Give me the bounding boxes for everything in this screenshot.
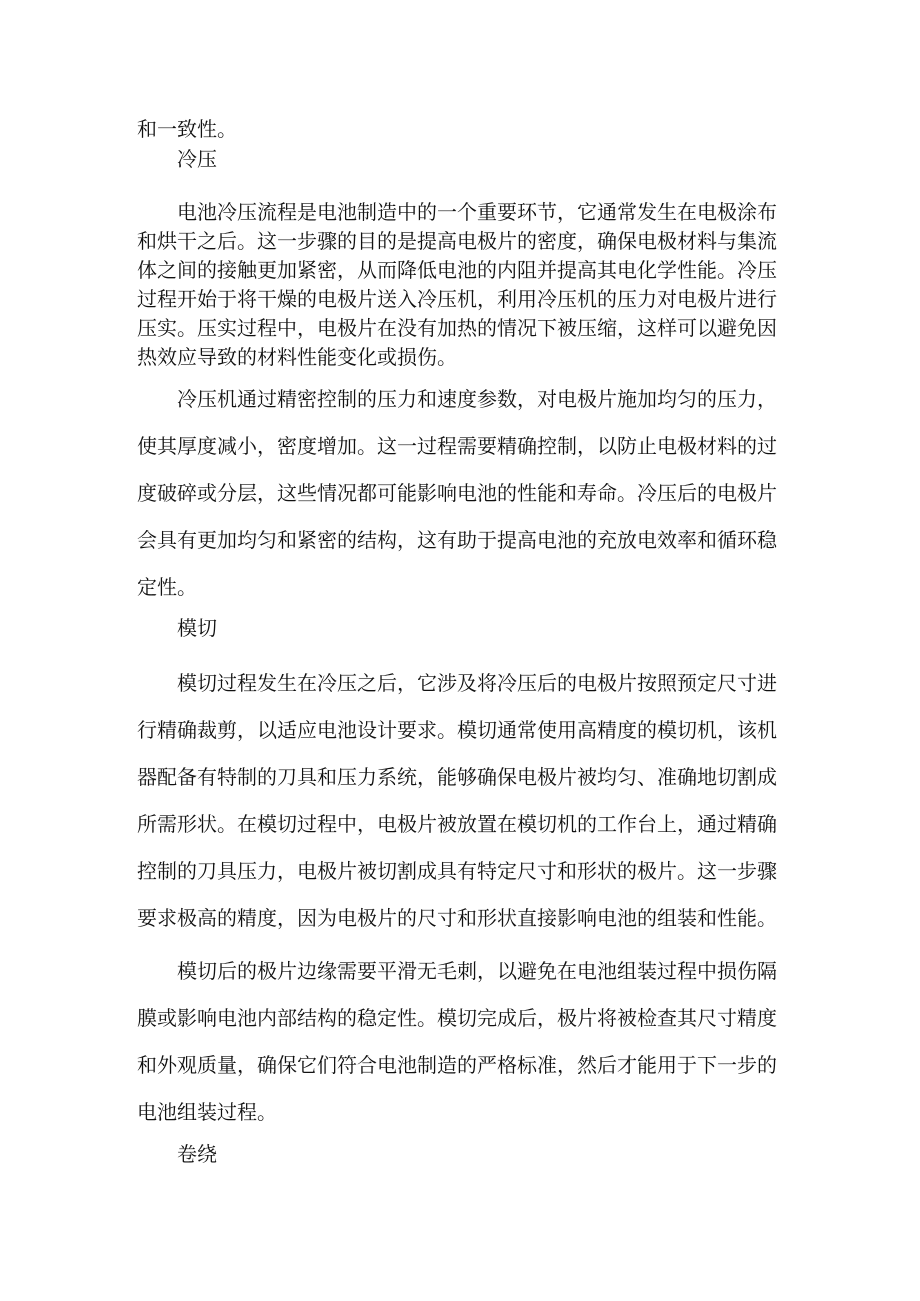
- paragraph-die-cut-2: 模切后的极片边缘需要平滑无毛刺，以避免在电池组装过程中损伤隔膜或影响电池内部结构的稳定性。模切完成后，极片将被检查其尺寸精度和外观质量，确保它们符合电池制造的严格标准，然后才能用于下一步的电池组装过程。: [137, 959, 777, 1124]
- continuation-text: 和一致性。: [137, 117, 237, 141]
- section-heading-die-cut: 模切: [177, 616, 217, 640]
- section-heading-cold-press: 冷压: [177, 147, 217, 171]
- section-heading-winding: 卷绕: [177, 1142, 217, 1166]
- paragraph-cold-press-1: 电池冷压流程是电池制造中的一个重要环节，它通常发生在电极涂布和烘干之后。这一步骤的目的是提高电极片的密度，确保电极材料与集流体之间的接触更加紧密，从而降低电池的内阻并提高其电化学性能。冷压过程开始于将干燥的电极片送入冷压机，利用冷压机的压力对电极片进行压实。压实过程中，电极片在没有加热的情况下被压缩，这样可以避免因热效应导致的材料性能变化或损伤。: [137, 200, 777, 369]
- paragraph-cold-press-2: 冷压机通过精密控制的压力和速度参数，对电极片施加均匀的压力，使其厚度减小，密度增加。这一过程需要精确控制，以防止电极材料的过度破碎或分层，这些情况都可能影响电池的性能和寿命。冷压后的电极片会具有更加均匀和紧密的结构，这有助于提高电池的充放电效率和循环稳定性。: [137, 387, 777, 599]
- paragraph-die-cut-1: 模切过程发生在冷压之后，它涉及将冷压后的电极片按照预定尺寸进行精确裁剪，以适应电池设计要求。模切通常使用高精度的模切机，该机器配备有特制的刀具和压力系统，能够确保电极片被均匀、准确地切割成所需形状。在模切过程中，电极片被放置在模切机的工作台上，通过精确控制的刀具压力，电极片被切割成具有特定尺寸和形状的极片。这一步骤要求极高的精度，因为电极片的尺寸和形状直接影响电池的组装和性能。: [137, 671, 777, 930]
